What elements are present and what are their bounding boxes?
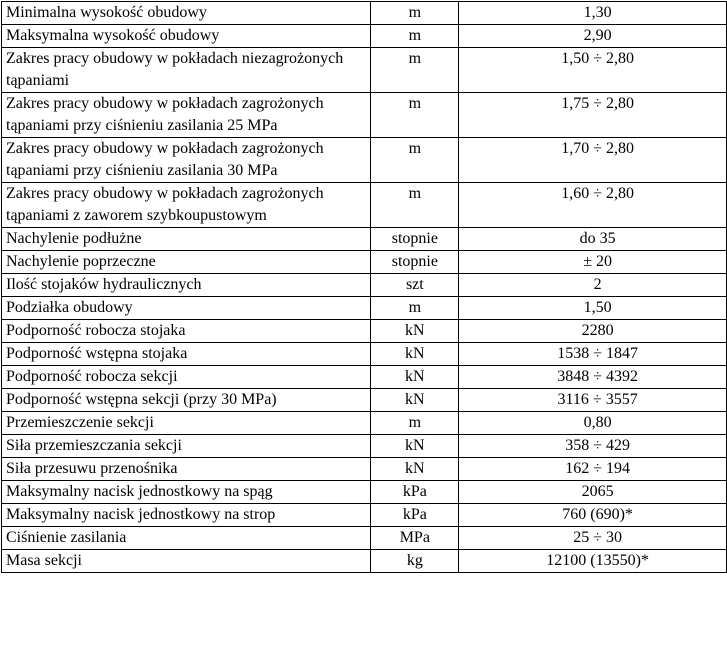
param-cell: Zakres pracy obudowy w pokładach zagrożonych tąpaniami z zaworem szybkoupustowym xyxy=(2,183,371,228)
table-row xyxy=(2,366,727,389)
value-cell: 1,30 xyxy=(459,2,727,25)
unit-cell: kPa xyxy=(371,481,459,504)
table-row xyxy=(2,550,727,573)
table-row xyxy=(2,48,727,93)
table-row xyxy=(2,458,727,481)
unit-cell: kN xyxy=(371,366,459,389)
value-cell: 1,70 ÷ 2,80 xyxy=(459,138,727,183)
value-cell: 1,75 ÷ 2,80 xyxy=(459,93,727,138)
unit-cell: m xyxy=(371,25,459,48)
param-cell: Minimalna wysokość obudowy xyxy=(2,2,371,25)
unit-cell: kN xyxy=(371,458,459,481)
unit-cell: m xyxy=(371,138,459,183)
table-row xyxy=(2,274,727,297)
unit-cell: kPa xyxy=(371,504,459,527)
param-cell: Podporność robocza sekcji xyxy=(2,366,371,389)
value-cell: 25 ÷ 30 xyxy=(459,527,727,550)
table-row xyxy=(2,297,727,320)
table-row xyxy=(2,2,727,25)
table-row xyxy=(2,93,727,138)
table-row xyxy=(2,228,727,251)
value-cell: 1,60 ÷ 2,80 xyxy=(459,183,727,228)
unit-cell: kN xyxy=(371,389,459,412)
value-cell: 2 xyxy=(459,274,727,297)
table-row xyxy=(2,527,727,550)
value-cell: 2,90 xyxy=(459,25,727,48)
param-cell: Przemieszczenie sekcji xyxy=(2,412,371,435)
param-cell: Maksymalny nacisk jednostkowy na strop xyxy=(2,504,371,527)
param-cell: Ciśnienie zasilania xyxy=(2,527,371,550)
unit-cell: stopnie xyxy=(371,228,459,251)
param-cell: Zakres pracy obudowy w pokładach niezagrożonych tąpaniami xyxy=(2,48,371,93)
param-cell: Podporność robocza stojaka xyxy=(2,320,371,343)
param-cell: Maksymalna wysokość obudowy xyxy=(2,25,371,48)
table-row xyxy=(2,504,727,527)
param-cell: Nachylenie poprzeczne xyxy=(2,251,371,274)
param-cell: Maksymalny nacisk jednostkowy na spąg xyxy=(2,481,371,504)
unit-cell: m xyxy=(371,183,459,228)
param-cell: Podporność wstępna sekcji (przy 30 MPa) xyxy=(2,389,371,412)
value-cell: 2065 xyxy=(459,481,727,504)
unit-cell: m xyxy=(371,412,459,435)
unit-cell: m xyxy=(371,2,459,25)
value-cell: 358 ÷ 429 xyxy=(459,435,727,458)
param-cell: Podziałka obudowy xyxy=(2,297,371,320)
param-cell: Nachylenie podłużne xyxy=(2,228,371,251)
value-cell: do 35 xyxy=(459,228,727,251)
value-cell: 1,50 xyxy=(459,297,727,320)
value-cell: 0,80 xyxy=(459,412,727,435)
table-row xyxy=(2,320,727,343)
table-row xyxy=(2,343,727,366)
value-cell: 760 (690)* xyxy=(459,504,727,527)
specification-table xyxy=(1,1,727,573)
unit-cell: stopnie xyxy=(371,251,459,274)
unit-cell: m xyxy=(371,297,459,320)
table-row xyxy=(2,481,727,504)
unit-cell: m xyxy=(371,48,459,93)
param-cell: Siła przesuwu przenośnika xyxy=(2,458,371,481)
param-cell: Zakres pracy obudowy w pokładach zagrożonych tąpaniami przy ciśnieniu zasilania 25 MPa xyxy=(2,93,371,138)
value-cell: 12100 (13550)* xyxy=(459,550,727,573)
unit-cell: szt xyxy=(371,274,459,297)
table-row xyxy=(2,183,727,228)
value-cell: 162 ÷ 194 xyxy=(459,458,727,481)
param-cell: Masa sekcji xyxy=(2,550,371,573)
unit-cell: kN xyxy=(371,343,459,366)
value-cell: 3848 ÷ 4392 xyxy=(459,366,727,389)
param-cell: Zakres pracy obudowy w pokładach zagrożonych tąpaniami przy ciśnieniu zasilania 30 MPa xyxy=(2,138,371,183)
table-row xyxy=(2,435,727,458)
unit-cell: kN xyxy=(371,320,459,343)
table-row xyxy=(2,251,727,274)
param-cell: Siła przemieszczania sekcji xyxy=(2,435,371,458)
unit-cell: m xyxy=(371,93,459,138)
value-cell: 1538 ÷ 1847 xyxy=(459,343,727,366)
unit-cell: kg xyxy=(371,550,459,573)
param-cell: Podporność wstępna stojaka xyxy=(2,343,371,366)
value-cell: 2280 xyxy=(459,320,727,343)
value-cell: 1,50 ÷ 2,80 xyxy=(459,48,727,93)
value-cell: 3116 ÷ 3557 xyxy=(459,389,727,412)
table-row xyxy=(2,138,727,183)
unit-cell: kN xyxy=(371,435,459,458)
value-cell: ± 20 xyxy=(459,251,727,274)
table-row xyxy=(2,25,727,48)
unit-cell: MPa xyxy=(371,527,459,550)
table-row xyxy=(2,389,727,412)
param-cell: Ilość stojaków hydraulicznych xyxy=(2,274,371,297)
table-row xyxy=(2,412,727,435)
